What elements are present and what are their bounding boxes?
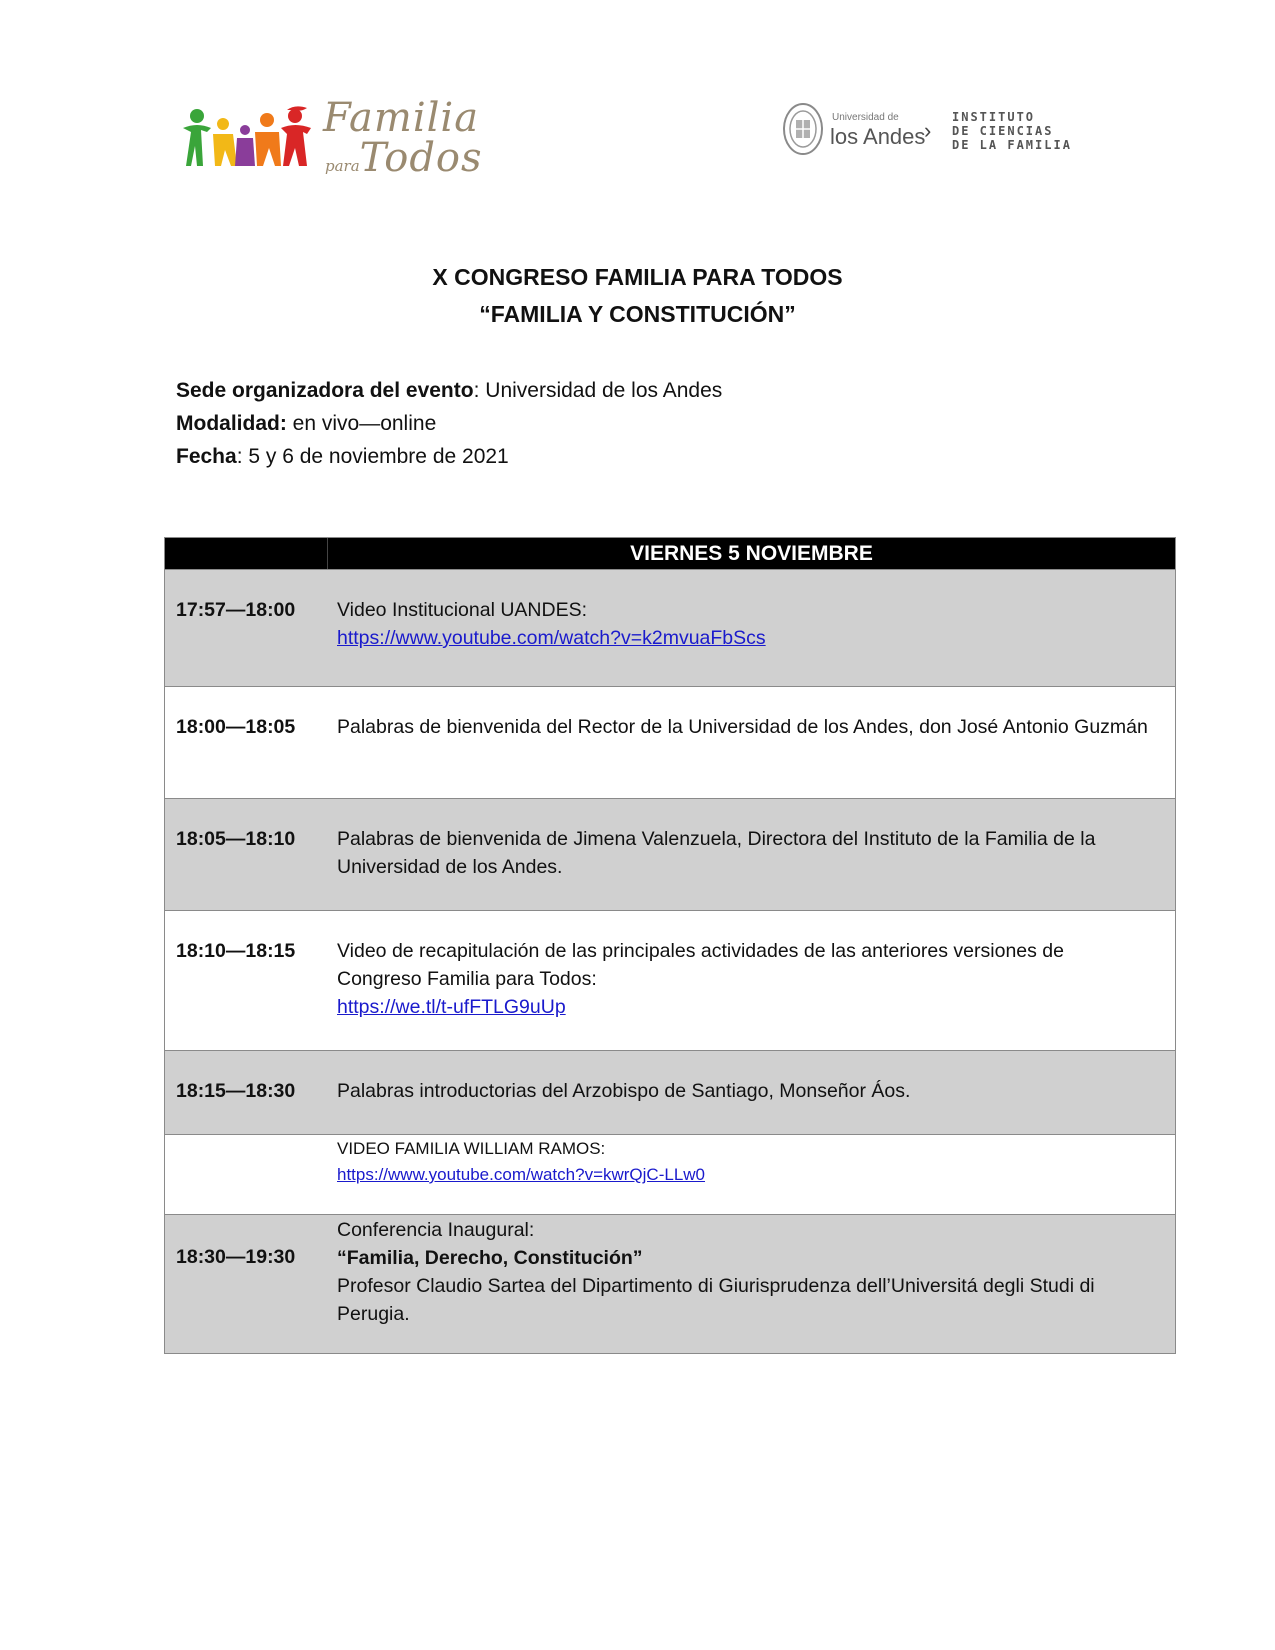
row-description: Palabras de bienvenida de Jimena Valenzuela, Directora del Instituto de la Familia de la Universidad de los Andes. (337, 828, 1096, 878)
row-time: 17:57—18:00 (176, 599, 296, 621)
conference-title: “Familia, Derecho, Constitución” (337, 1247, 643, 1269)
modalidad-line: Modalidad: en vivo—online (176, 412, 437, 435)
table-row (165, 910, 1175, 1050)
uni-name-label: los Andes (830, 124, 926, 149)
row-time: 18:00—18:05 (176, 716, 296, 738)
table-row (165, 1214, 1175, 1353)
family-video-link[interactable]: https://www.youtube.com/watch?v=kwrQjC-LLw0 (337, 1165, 706, 1184)
uni-small-label: Universidad de (832, 112, 899, 123)
family-figures-icon (183, 106, 323, 176)
familia-para-todos-wordmark: Familia paraTodos (323, 95, 483, 181)
row-description: Conferencia Inaugural: “Familia, Derecho, Constitución” Profesor Claudio Sartea del Dipartimento di Giurisprudenza dell’Universitá degli Studi di Perugia. (337, 1216, 1151, 1328)
familia-para-todos-logo (183, 95, 483, 186)
chevron-right-icon: › (924, 118, 932, 143)
video-link[interactable]: https://www.youtube.com/watch?v=k2mvuaFbScs (337, 627, 766, 649)
fecha-line: Fecha: 5 y 6 de noviembre de 2021 (176, 445, 509, 468)
recap-video-link[interactable]: https://we.tl/t-ufFTLG9uUp (337, 996, 566, 1018)
institute-label: INSTITUTO DE CIENCIAS DE LA FAMILIA (952, 110, 1072, 152)
row-time: 18:10—18:15 (176, 940, 296, 962)
event-info (176, 374, 722, 473)
table-row (165, 798, 1175, 910)
row-time: 18:30—19:30 (176, 1246, 296, 1268)
table-row (165, 1050, 1175, 1134)
row-description: VIDEO FAMILIA WILLIAM RAMOS: https://www.youtube.com/watch?v=kwrQjC-LLw0 (337, 1136, 1151, 1188)
row-description: Palabras introductorias del Arzobispo de Santiago, Monseñor Áos. (337, 1080, 911, 1102)
universidad-de-los-andes-logo (782, 102, 1102, 162)
sede-line: Sede organizadora del evento: Universidad de los Andes (176, 379, 723, 402)
schedule-header (165, 538, 1175, 569)
table-row (165, 1134, 1175, 1214)
row-time: 18:15—18:30 (176, 1080, 296, 1102)
row-description: Palabras de bienvenida del Rector de la Universidad de los Andes, don José Antonio Guzmán (337, 716, 1148, 738)
row-time: 18:05—18:10 (176, 828, 296, 850)
schedule-day-title: VIERNES 5 NOVIEMBRE (630, 542, 873, 565)
row-description: Video de recapitulación de las principales actividades de las anteriores versiones de Congreso Familia para Todos: https://we.tl/t-ufFTLG9uUp (337, 937, 1151, 1021)
schedule-table (164, 537, 1176, 1354)
congress-subtitle: “FAMILIA Y CONSTITUCIÓN” (479, 301, 796, 327)
congress-title: X CONGRESO FAMILIA PARA TODOS (432, 264, 843, 290)
table-row (165, 686, 1175, 798)
row-description: Video Institucional UANDES: https://www.youtube.com/watch?v=k2mvuaFbScs (337, 596, 1151, 652)
table-row (165, 569, 1175, 686)
university-seal-icon (782, 102, 824, 156)
